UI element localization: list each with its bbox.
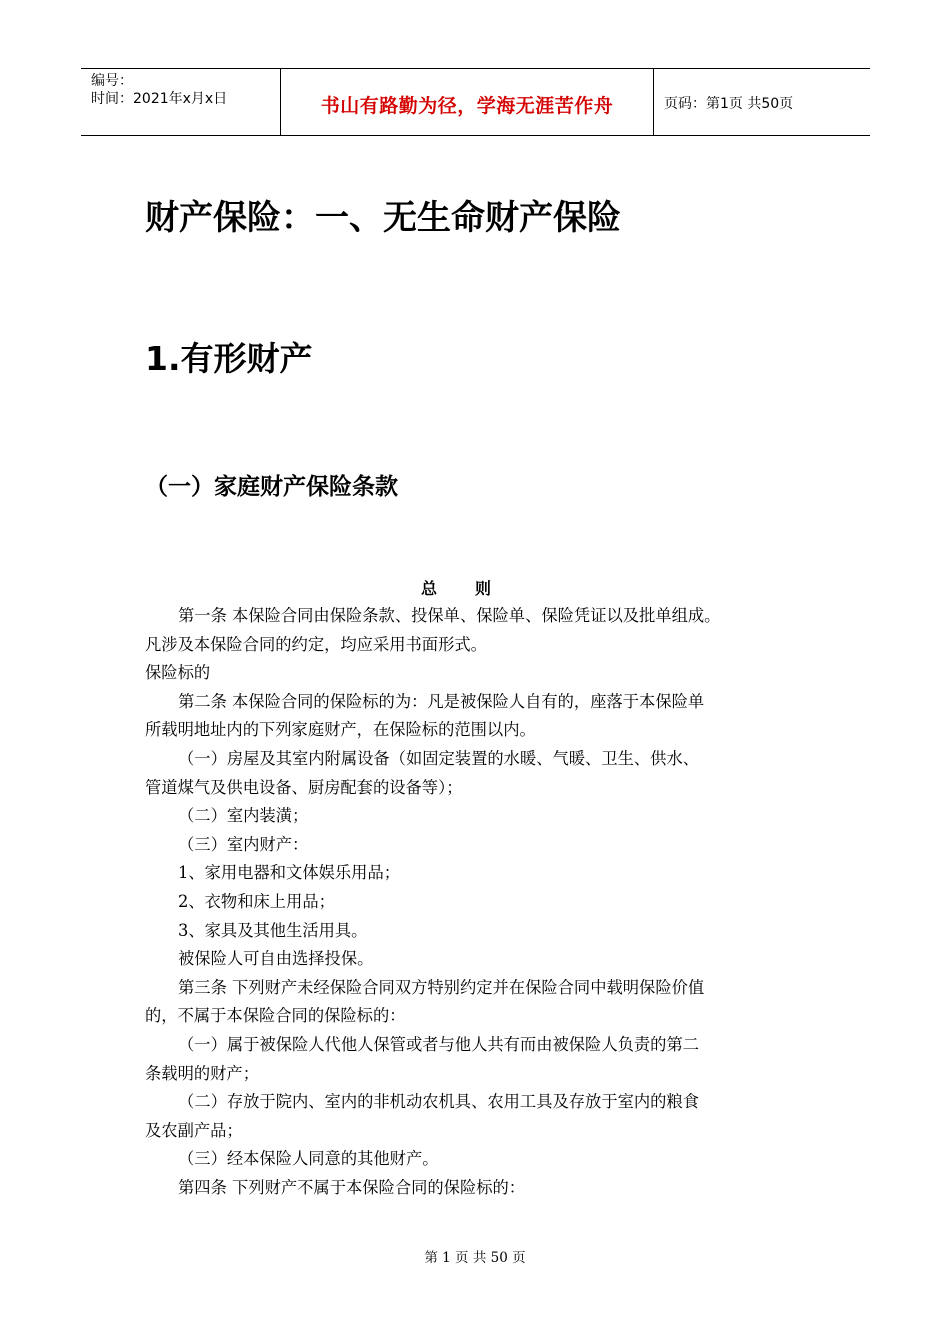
article-3-line-2: 的，不属于本保险合同的保险标的： [145,1006,406,1026]
article-3-item-2-line-2: 及农副产品； [145,1120,243,1140]
article-2-item-1-line-1: （一）房屋及其室内附属设备（如固定装置的水暖、气暖、卫生、供水、 [178,748,700,768]
sub-title: 1.有形财产 [145,339,313,378]
article-3-line-1: 第三条 下列财产未经保险合同双方特别约定并在保险合同中载明保险价值 [178,977,705,997]
header-page-number: 页码：第1页 共50页 [664,96,794,112]
section-title: （一）家庭财产保险条款 [145,474,398,500]
article-3-item-1-line-1: （一）属于被保险人代他人保管或者与他人共有而由被保险人负责的第二 [178,1034,700,1054]
article-3-item-3: （三）经本保险人同意的其他财产。 [178,1149,439,1169]
article-4-line-1: 第四条 下列财产不属于本保险合同的保险标的： [178,1177,526,1197]
article-1-line-2: 凡涉及本保险合同的约定，均应采用书面形式。 [145,634,487,654]
subheading-insured-subject: 保险标的 [145,663,211,683]
article-2-subitem-3: 3、家具及其他生活用具。 [178,920,368,940]
article-2-subitem-1: 1、家用电器和文体娱乐用品； [178,863,401,883]
section-heading: 总则 [420,579,529,598]
document-body [145,602,815,1202]
article-2-item-3: （三）室内财产： [178,834,309,854]
article-3-item-1-line-2: 条载明的财产； [145,1063,259,1083]
header-left-cell [81,69,280,135]
article-2-item-2: （二）室内装潢； [178,806,309,826]
article-2-line-1: 第二条 本保险合同的保险标的为：凡是被保险人自有的，座落于本保险单 [178,691,705,711]
article-2-item-1-line-2: 管道煤气及供电设备、厨房配套的设备等）； [145,777,463,797]
header-page-cell [654,69,870,135]
article-3-item-2-line-1: （二）存放于院内、室内的非机动农机具、农用工具及存放于室内的粮食 [178,1092,700,1112]
article-1-line-1: 第一条 本保险合同由保险条款、投保单、保险单、保险凭证以及批单组成。 [178,606,721,625]
article-2-subitem-2: 2、衣物和床上用品； [178,891,335,911]
page-footer: 第 1 页 共 50 页 [424,1250,526,1266]
article-2-line-2: 所载明地址内的下列家庭财产，在保险标的范围以内。 [145,720,536,740]
header-motto: 书山有路勤为径，学海无涯苦作舟 [320,95,614,117]
document-number-label: 编号： [91,73,133,89]
article-2-note: 被保险人可自由选择投保。 [178,949,374,969]
main-title: 财产保险：一、无生命财产保险 [145,198,621,238]
document-date-label: 时间：2021年x月x日 [91,91,228,107]
header-motto-cell [280,69,654,135]
page-header [81,68,870,136]
